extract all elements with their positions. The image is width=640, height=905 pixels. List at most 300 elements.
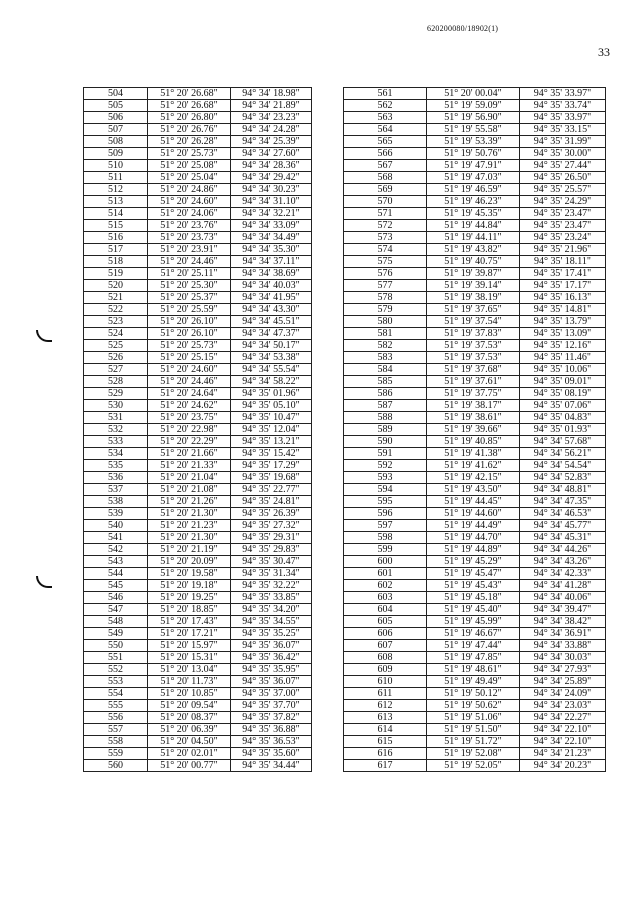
table-row <box>84 388 312 400</box>
table-row <box>84 292 312 304</box>
table-row <box>344 724 606 736</box>
point-number-cell: 606 <box>344 628 427 640</box>
longitude-cell: 94° 35' 13.09" <box>520 328 606 340</box>
point-number-cell: 578 <box>344 292 427 304</box>
longitude-cell: 94° 34' 43.26" <box>520 556 606 568</box>
longitude-cell: 94° 34' 24.09" <box>520 688 606 700</box>
latitude-cell: 51° 19' 37.61" <box>427 376 520 388</box>
latitude-cell: 51° 20' 11.73" <box>148 676 231 688</box>
longitude-cell: 94° 35' 10.06" <box>520 364 606 376</box>
table-row <box>84 472 312 484</box>
longitude-cell: 94° 35' 35.95" <box>231 664 312 676</box>
point-number-cell: 511 <box>84 172 148 184</box>
longitude-cell: 94° 35' 05.10" <box>231 400 312 412</box>
longitude-cell: 94° 34' 30.03" <box>520 652 606 664</box>
longitude-cell: 94° 35' 09.01" <box>520 376 606 388</box>
table-row <box>344 460 606 472</box>
table-row <box>344 220 606 232</box>
longitude-cell: 94° 35' 08.19" <box>520 388 606 400</box>
longitude-cell: 94° 34' 47.35" <box>520 496 606 508</box>
table-row <box>84 652 312 664</box>
latitude-cell: 51° 19' 51.06" <box>427 712 520 724</box>
point-number-cell: 547 <box>84 604 148 616</box>
point-number-cell: 562 <box>344 100 427 112</box>
longitude-cell: 94° 35' 27.44" <box>520 160 606 172</box>
point-number-cell: 545 <box>84 580 148 592</box>
point-number-cell: 518 <box>84 256 148 268</box>
longitude-cell: 94° 34' 40.06" <box>520 592 606 604</box>
latitude-cell: 51° 20' 22.29" <box>148 436 231 448</box>
table-row <box>84 676 312 688</box>
latitude-cell: 51° 19' 43.50" <box>427 484 520 496</box>
longitude-cell: 94° 35' 12.16" <box>520 340 606 352</box>
longitude-cell: 94° 34' 18.98" <box>231 88 312 100</box>
latitude-cell: 51° 19' 44.60" <box>427 508 520 520</box>
table-row <box>344 352 606 364</box>
point-number-cell: 594 <box>344 484 427 496</box>
table-row <box>84 532 312 544</box>
longitude-cell: 94° 35' 34.55" <box>231 616 312 628</box>
point-number-cell: 572 <box>344 220 427 232</box>
table-row <box>344 448 606 460</box>
point-number-cell: 566 <box>344 148 427 160</box>
point-number-cell: 521 <box>84 292 148 304</box>
table-row <box>84 184 312 196</box>
table-row <box>344 616 606 628</box>
longitude-cell: 94° 34' 28.36" <box>231 160 312 172</box>
table-row <box>344 640 606 652</box>
point-number-cell: 604 <box>344 604 427 616</box>
latitude-cell: 51° 19' 45.43" <box>427 580 520 592</box>
table-row <box>344 628 606 640</box>
point-number-cell: 586 <box>344 388 427 400</box>
point-number-cell: 544 <box>84 568 148 580</box>
longitude-cell: 94° 34' 25.39" <box>231 136 312 148</box>
table-row <box>344 136 606 148</box>
longitude-cell: 94° 35' 37.70" <box>231 700 312 712</box>
latitude-cell: 51° 19' 44.45" <box>427 496 520 508</box>
longitude-cell: 94° 35' 22.77" <box>231 484 312 496</box>
table-row <box>344 436 606 448</box>
latitude-cell: 51° 20' 20.09" <box>148 556 231 568</box>
table-row <box>344 232 606 244</box>
point-number-cell: 541 <box>84 532 148 544</box>
point-number-cell: 526 <box>84 352 148 364</box>
latitude-cell: 51° 20' 24.60" <box>148 364 231 376</box>
point-number-cell: 523 <box>84 316 148 328</box>
point-number-cell: 504 <box>84 88 148 100</box>
point-number-cell: 610 <box>344 676 427 688</box>
latitude-cell: 51° 19' 42.15" <box>427 472 520 484</box>
longitude-cell: 94° 34' 21.23" <box>520 748 606 760</box>
longitude-cell: 94° 35' 35.60" <box>231 748 312 760</box>
table-row <box>344 88 606 100</box>
point-number-cell: 538 <box>84 496 148 508</box>
point-number-cell: 598 <box>344 532 427 544</box>
table-row <box>344 256 606 268</box>
point-number-cell: 574 <box>344 244 427 256</box>
table-row <box>344 712 606 724</box>
latitude-cell: 51° 19' 45.99" <box>427 616 520 628</box>
table-row <box>344 400 606 412</box>
longitude-cell: 94° 35' 30.47" <box>231 556 312 568</box>
table-row <box>84 136 312 148</box>
table-row <box>84 520 312 532</box>
table-row <box>84 208 312 220</box>
table-row <box>84 376 312 388</box>
table-row <box>84 568 312 580</box>
point-number-cell: 559 <box>84 748 148 760</box>
point-number-cell: 520 <box>84 280 148 292</box>
longitude-cell: 94° 35' 33.97" <box>520 88 606 100</box>
longitude-cell: 94° 35' 19.68" <box>231 472 312 484</box>
point-number-cell: 590 <box>344 436 427 448</box>
latitude-cell: 51° 19' 44.70" <box>427 532 520 544</box>
coordinates-table-right-body <box>344 88 606 772</box>
point-number-cell: 573 <box>344 232 427 244</box>
point-number-cell: 561 <box>344 88 427 100</box>
latitude-cell: 51° 19' 49.49" <box>427 676 520 688</box>
table-row <box>84 352 312 364</box>
table-row <box>84 748 312 760</box>
longitude-cell: 94° 34' 35.30" <box>231 244 312 256</box>
point-number-cell: 569 <box>344 184 427 196</box>
latitude-cell: 51° 19' 48.61" <box>427 664 520 676</box>
latitude-cell: 51° 20' 06.39" <box>148 724 231 736</box>
table-row <box>344 496 606 508</box>
latitude-cell: 51° 20' 23.73" <box>148 232 231 244</box>
latitude-cell: 51° 19' 45.40" <box>427 604 520 616</box>
latitude-cell: 51° 20' 21.30" <box>148 508 231 520</box>
latitude-cell: 51° 20' 17.43" <box>148 616 231 628</box>
point-number-cell: 583 <box>344 352 427 364</box>
longitude-cell: 94° 35' 27.32" <box>231 520 312 532</box>
longitude-cell: 94° 35' 36.07" <box>231 640 312 652</box>
point-number-cell: 616 <box>344 748 427 760</box>
point-number-cell: 549 <box>84 628 148 640</box>
table-row <box>344 340 606 352</box>
latitude-cell: 51° 19' 44.84" <box>427 220 520 232</box>
longitude-cell: 94° 34' 27.60" <box>231 148 312 160</box>
latitude-cell: 51° 19' 40.85" <box>427 436 520 448</box>
latitude-cell: 51° 20' 24.60" <box>148 196 231 208</box>
point-number-cell: 582 <box>344 340 427 352</box>
latitude-cell: 51° 20' 25.15" <box>148 352 231 364</box>
table-row <box>344 244 606 256</box>
table-row <box>344 592 606 604</box>
point-number-cell: 617 <box>344 760 427 772</box>
point-number-cell: 601 <box>344 568 427 580</box>
longitude-cell: 94° 34' 22.10" <box>520 736 606 748</box>
longitude-cell: 94° 35' 10.47" <box>231 412 312 424</box>
latitude-cell: 51° 19' 37.75" <box>427 388 520 400</box>
table-row <box>344 208 606 220</box>
longitude-cell: 94° 34' 38.69" <box>231 268 312 280</box>
longitude-cell: 94° 35' 29.31" <box>231 532 312 544</box>
latitude-cell: 51° 19' 51.50" <box>427 724 520 736</box>
latitude-cell: 51° 19' 43.82" <box>427 244 520 256</box>
latitude-cell: 51° 19' 37.53" <box>427 340 520 352</box>
latitude-cell: 51° 19' 40.75" <box>427 256 520 268</box>
point-number-cell: 577 <box>344 280 427 292</box>
longitude-cell: 94° 35' 34.20" <box>231 604 312 616</box>
table-row <box>84 412 312 424</box>
longitude-cell: 94° 34' 20.23" <box>520 760 606 772</box>
table-row <box>84 592 312 604</box>
point-number-cell: 516 <box>84 232 148 244</box>
table-row <box>84 124 312 136</box>
table-row <box>84 88 312 100</box>
table-row <box>344 172 606 184</box>
longitude-cell: 94° 34' 41.28" <box>520 580 606 592</box>
latitude-cell: 51° 20' 21.04" <box>148 472 231 484</box>
table-row <box>84 172 312 184</box>
point-number-cell: 597 <box>344 520 427 532</box>
latitude-cell: 51° 20' 00.77" <box>148 760 231 772</box>
longitude-cell: 94° 34' 58.22" <box>231 376 312 388</box>
point-number-cell: 515 <box>84 220 148 232</box>
latitude-cell: 51° 19' 53.39" <box>427 136 520 148</box>
table-row <box>84 640 312 652</box>
latitude-cell: 51° 19' 45.29" <box>427 556 520 568</box>
longitude-cell: 94° 35' 33.85" <box>231 592 312 604</box>
latitude-cell: 51° 20' 25.73" <box>148 148 231 160</box>
point-number-cell: 602 <box>344 580 427 592</box>
table-row <box>84 196 312 208</box>
latitude-cell: 51° 20' 25.59" <box>148 304 231 316</box>
point-number-cell: 603 <box>344 592 427 604</box>
point-number-cell: 514 <box>84 208 148 220</box>
latitude-cell: 51° 19' 39.87" <box>427 268 520 280</box>
point-number-cell: 534 <box>84 448 148 460</box>
longitude-cell: 94° 35' 37.82" <box>231 712 312 724</box>
latitude-cell: 51° 19' 44.89" <box>427 544 520 556</box>
latitude-cell: 51° 20' 15.31" <box>148 652 231 664</box>
table-row <box>84 448 312 460</box>
point-number-cell: 585 <box>344 376 427 388</box>
longitude-cell: 94° 34' 36.91" <box>520 628 606 640</box>
latitude-cell: 51° 20' 02.01" <box>148 748 231 760</box>
table-row <box>344 292 606 304</box>
longitude-cell: 94° 35' 35.25" <box>231 628 312 640</box>
longitude-cell: 94° 35' 24.29" <box>520 196 606 208</box>
latitude-cell: 51° 20' 19.25" <box>148 592 231 604</box>
longitude-cell: 94° 35' 17.17" <box>520 280 606 292</box>
longitude-cell: 94° 34' 29.42" <box>231 172 312 184</box>
longitude-cell: 94° 35' 13.21" <box>231 436 312 448</box>
latitude-cell: 51° 20' 13.04" <box>148 664 231 676</box>
point-number-cell: 509 <box>84 148 148 160</box>
point-number-cell: 522 <box>84 304 148 316</box>
latitude-cell: 51° 20' 21.26" <box>148 496 231 508</box>
point-number-cell: 567 <box>344 160 427 172</box>
longitude-cell: 94° 35' 32.22" <box>231 580 312 592</box>
point-number-cell: 536 <box>84 472 148 484</box>
latitude-cell: 51° 19' 37.65" <box>427 304 520 316</box>
point-number-cell: 551 <box>84 652 148 664</box>
latitude-cell: 51° 19' 39.66" <box>427 424 520 436</box>
longitude-cell: 94° 35' 36.53" <box>231 736 312 748</box>
longitude-cell: 94° 35' 31.34" <box>231 568 312 580</box>
latitude-cell: 51° 20' 25.11" <box>148 268 231 280</box>
latitude-cell: 51° 20' 15.97" <box>148 640 231 652</box>
table-row <box>344 112 606 124</box>
longitude-cell: 94° 35' 13.79" <box>520 316 606 328</box>
latitude-cell: 51° 20' 21.66" <box>148 448 231 460</box>
table-row <box>344 160 606 172</box>
point-number-cell: 525 <box>84 340 148 352</box>
point-number-cell: 608 <box>344 652 427 664</box>
table-row <box>344 532 606 544</box>
longitude-cell: 94° 35' 15.42" <box>231 448 312 460</box>
longitude-cell: 94° 34' 39.47" <box>520 604 606 616</box>
longitude-cell: 94° 34' 48.81" <box>520 484 606 496</box>
table-row <box>84 688 312 700</box>
latitude-cell: 51° 20' 21.23" <box>148 520 231 532</box>
latitude-cell: 51° 19' 50.62" <box>427 700 520 712</box>
table-row <box>84 736 312 748</box>
latitude-cell: 51° 19' 47.91" <box>427 160 520 172</box>
longitude-cell: 94° 34' 54.54" <box>520 460 606 472</box>
table-row <box>344 388 606 400</box>
point-number-cell: 519 <box>84 268 148 280</box>
point-number-cell: 506 <box>84 112 148 124</box>
point-number-cell: 615 <box>344 736 427 748</box>
longitude-cell: 94° 35' 07.06" <box>520 400 606 412</box>
table-row <box>84 268 312 280</box>
latitude-cell: 51° 20' 09.54" <box>148 700 231 712</box>
latitude-cell: 51° 20' 22.98" <box>148 424 231 436</box>
latitude-cell: 51° 20' 25.37" <box>148 292 231 304</box>
latitude-cell: 51° 19' 38.61" <box>427 412 520 424</box>
longitude-cell: 94° 34' 50.17" <box>231 340 312 352</box>
longitude-cell: 94° 34' 22.27" <box>520 712 606 724</box>
table-row <box>344 472 606 484</box>
latitude-cell: 51° 20' 24.46" <box>148 256 231 268</box>
table-row <box>84 724 312 736</box>
table-row <box>344 196 606 208</box>
latitude-cell: 51° 20' 25.04" <box>148 172 231 184</box>
point-number-cell: 612 <box>344 700 427 712</box>
longitude-cell: 94° 34' 44.26" <box>520 544 606 556</box>
coordinates-table-left-body <box>84 88 312 772</box>
latitude-cell: 51° 19' 44.49" <box>427 520 520 532</box>
table-row <box>84 244 312 256</box>
point-number-cell: 528 <box>84 376 148 388</box>
point-number-cell: 557 <box>84 724 148 736</box>
longitude-cell: 94° 34' 52.83" <box>520 472 606 484</box>
table-row <box>344 736 606 748</box>
table-row <box>84 484 312 496</box>
latitude-cell: 51° 19' 50.76" <box>427 148 520 160</box>
latitude-cell: 51° 19' 39.14" <box>427 280 520 292</box>
page-number: 33 <box>598 45 610 59</box>
latitude-cell: 51° 20' 21.30" <box>148 532 231 544</box>
point-number-cell: 524 <box>84 328 148 340</box>
longitude-cell: 94° 35' 14.81" <box>520 304 606 316</box>
point-number-cell: 554 <box>84 688 148 700</box>
point-number-cell: 558 <box>84 736 148 748</box>
point-number-cell: 563 <box>344 112 427 124</box>
latitude-cell: 51° 20' 23.91" <box>148 244 231 256</box>
longitude-cell: 94° 34' 38.42" <box>520 616 606 628</box>
longitude-cell: 94° 34' 45.77" <box>520 520 606 532</box>
table-row <box>344 508 606 520</box>
point-number-cell: 529 <box>84 388 148 400</box>
table-row <box>344 544 606 556</box>
point-number-cell: 512 <box>84 184 148 196</box>
table-row <box>84 628 312 640</box>
latitude-cell: 51° 20' 00.04" <box>427 88 520 100</box>
table-row <box>344 748 606 760</box>
latitude-cell: 51° 20' 25.08" <box>148 160 231 172</box>
table-row <box>84 616 312 628</box>
latitude-cell: 51° 19' 52.05" <box>427 760 520 772</box>
point-number-cell: 614 <box>344 724 427 736</box>
longitude-cell: 94° 34' 40.03" <box>231 280 312 292</box>
latitude-cell: 51° 20' 24.62" <box>148 400 231 412</box>
latitude-cell: 51° 19' 56.90" <box>427 112 520 124</box>
latitude-cell: 51° 20' 26.68" <box>148 100 231 112</box>
table-row <box>84 316 312 328</box>
longitude-cell: 94° 35' 30.00" <box>520 148 606 160</box>
point-number-cell: 605 <box>344 616 427 628</box>
longitude-cell: 94° 35' 31.99" <box>520 136 606 148</box>
point-number-cell: 565 <box>344 136 427 148</box>
latitude-cell: 51° 20' 26.10" <box>148 316 231 328</box>
table-row <box>84 340 312 352</box>
point-number-cell: 576 <box>344 268 427 280</box>
point-number-cell: 587 <box>344 400 427 412</box>
latitude-cell: 51° 19' 38.17" <box>427 400 520 412</box>
latitude-cell: 51° 19' 47.03" <box>427 172 520 184</box>
longitude-cell: 94° 35' 36.42" <box>231 652 312 664</box>
point-number-cell: 513 <box>84 196 148 208</box>
point-number-cell: 607 <box>344 640 427 652</box>
table-row <box>344 484 606 496</box>
longitude-cell: 94° 35' 11.46" <box>520 352 606 364</box>
latitude-cell: 51° 19' 45.47" <box>427 568 520 580</box>
longitude-cell: 94° 34' 33.88" <box>520 640 606 652</box>
point-number-cell: 552 <box>84 664 148 676</box>
latitude-cell: 51° 19' 47.44" <box>427 640 520 652</box>
latitude-cell: 51° 19' 52.08" <box>427 748 520 760</box>
point-number-cell: 555 <box>84 700 148 712</box>
latitude-cell: 51° 20' 24.06" <box>148 208 231 220</box>
latitude-cell: 51° 19' 55.58" <box>427 124 520 136</box>
longitude-cell: 94° 35' 37.00" <box>231 688 312 700</box>
latitude-cell: 51° 19' 50.12" <box>427 688 520 700</box>
table-row <box>344 304 606 316</box>
point-number-cell: 588 <box>344 412 427 424</box>
longitude-cell: 94° 35' 23.24" <box>520 232 606 244</box>
latitude-cell: 51° 19' 37.83" <box>427 328 520 340</box>
table-row <box>84 256 312 268</box>
latitude-cell: 51° 19' 59.09" <box>427 100 520 112</box>
longitude-cell: 94° 34' 24.28" <box>231 124 312 136</box>
longitude-cell: 94° 34' 21.89" <box>231 100 312 112</box>
point-number-cell: 580 <box>344 316 427 328</box>
table-row <box>344 580 606 592</box>
table-row <box>84 400 312 412</box>
latitude-cell: 51° 19' 47.85" <box>427 652 520 664</box>
table-row <box>84 148 312 160</box>
point-number-cell: 599 <box>344 544 427 556</box>
latitude-cell: 51° 20' 21.33" <box>148 460 231 472</box>
point-number-cell: 550 <box>84 640 148 652</box>
point-number-cell: 570 <box>344 196 427 208</box>
table-row <box>84 232 312 244</box>
